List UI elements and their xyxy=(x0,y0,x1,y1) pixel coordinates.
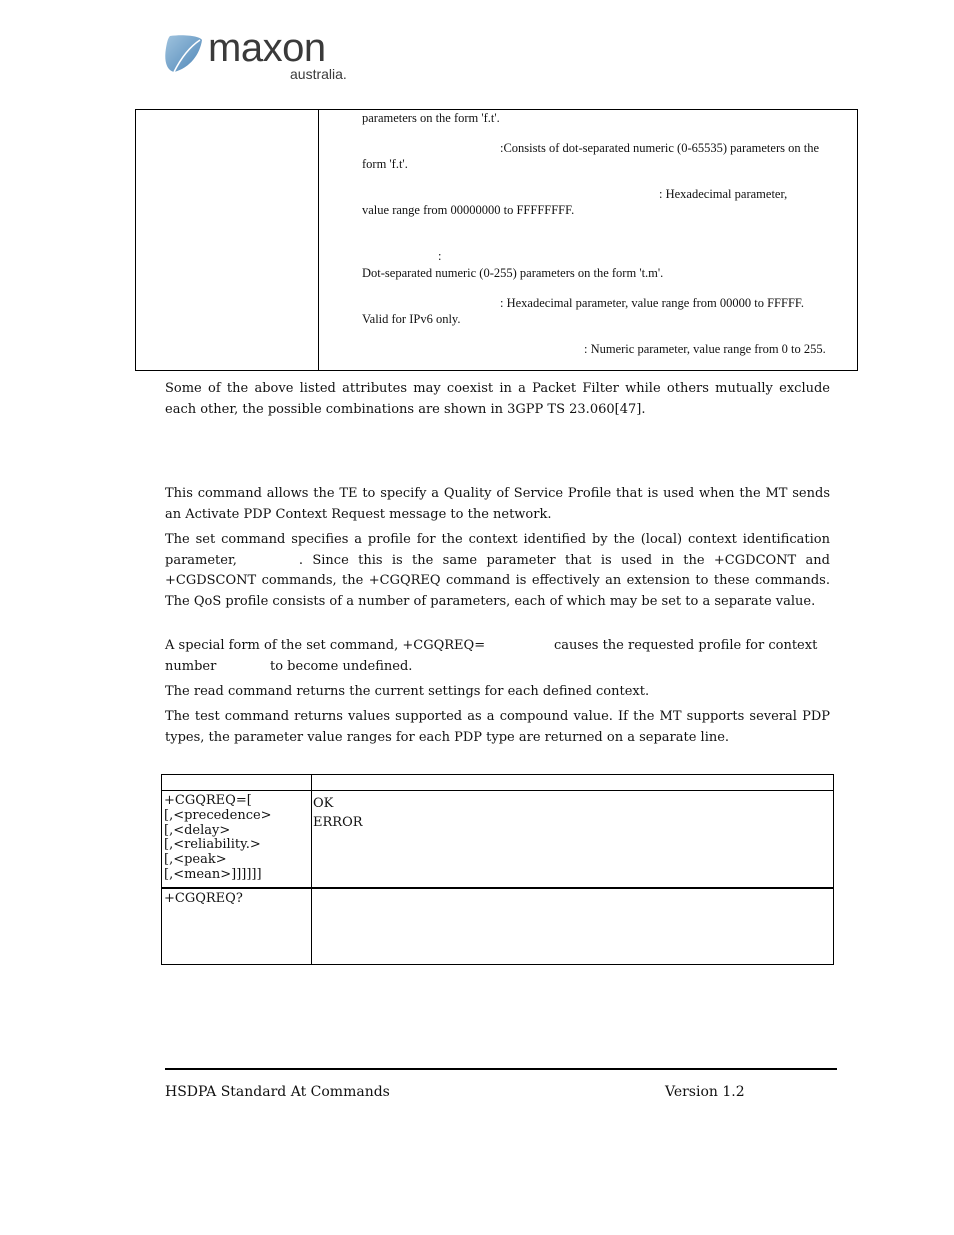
body-paragraph: This command allows the TE to specify a Quality of Service Profile that is used when the MT sends an Activate PDP Context Request message to the network. xyxy=(165,486,830,522)
set-command-cell xyxy=(164,794,272,883)
paragraph-text: causes the requested profile for context xyxy=(554,638,818,653)
command-syntax-line: +CGQREQ=[ xyxy=(164,793,252,808)
set-response-cell xyxy=(313,794,363,832)
body-paragraph: The read command returns the current settings for each defined context. xyxy=(165,684,650,699)
logo-subtitle: australia. xyxy=(290,66,347,82)
table-border xyxy=(311,774,312,965)
logo-wordmark: maxon xyxy=(208,26,326,70)
table-text-line: Valid for IPv6 only. xyxy=(362,312,461,326)
table-text-line: : xyxy=(438,249,442,263)
command-syntax-line: [,<reliability.> xyxy=(164,837,261,853)
table-border xyxy=(833,774,834,965)
body-paragraph: Some of the above listed attributes may coexist in a Packet Filter while others mutually exclude each other, the possible combinations are shown in 3GPP TS 23.060[47]. xyxy=(165,381,830,417)
command-syntax-line: [,<precedence> xyxy=(164,807,272,823)
table-text-line: : Numeric parameter, value range from 0 to 255. xyxy=(584,342,826,356)
paragraph-text: number xyxy=(165,658,217,674)
paragraph-text: The set command specifies a profile for the context identified by the (local) context identification parameter, xyxy=(165,532,830,568)
response-error: ERROR xyxy=(313,815,363,830)
table-border xyxy=(161,774,834,775)
paragraph-text: A special form of the set command, +CGQREQ= xyxy=(165,638,486,653)
table-text-line: parameters on the form 'f.t'. xyxy=(362,111,500,125)
table-border xyxy=(161,774,162,965)
table-border xyxy=(161,964,834,965)
table-text-line: :Consists of dot-separated numeric (0-65535) parameters on the xyxy=(500,141,820,155)
response-ok: OK xyxy=(313,796,334,811)
command-syntax-line: [,<delay> xyxy=(164,822,231,838)
table-text-line: value range from 00000000 to FFFFFFFF. xyxy=(362,203,575,217)
table-text-line: : Hexadecimal parameter, xyxy=(659,187,788,201)
body-paragraph: The test command returns values supported as a compound value. If the MT supports several PDP types, the parameter value ranges for each PDP type are returned on a separate line. xyxy=(165,709,830,745)
command-syntax-line: [,<mean>]]]]]] xyxy=(164,866,262,882)
table-border xyxy=(161,887,834,889)
table-border xyxy=(161,790,834,791)
paragraph-text: to become undefined. xyxy=(270,658,413,674)
table-text-line: : Hexadecimal parameter, value range from 00000 to FFFFF. xyxy=(500,296,804,310)
footer-version: Version 1.2 xyxy=(665,1084,745,1100)
read-command-cell: +CGQREQ? xyxy=(164,891,243,906)
table-text-line: form 'f.t'. xyxy=(362,157,408,171)
paragraph-text: . Since this is the same parameter that is used in the +CGDCONT and +CGDSCONT commands, the +CGQREQ command is effectively an extension to these commands. The QoS profile consists of a number of parameters, each of which may be set to a separate value. xyxy=(165,552,830,609)
table-text-line: Dot-separated numeric (0-255) parameters on the form 't.m'. xyxy=(362,266,664,280)
command-syntax-line: [,<peak> xyxy=(164,852,227,868)
footer-rule xyxy=(165,1068,837,1070)
footer-title: HSDPA Standard At Commands xyxy=(165,1084,390,1100)
